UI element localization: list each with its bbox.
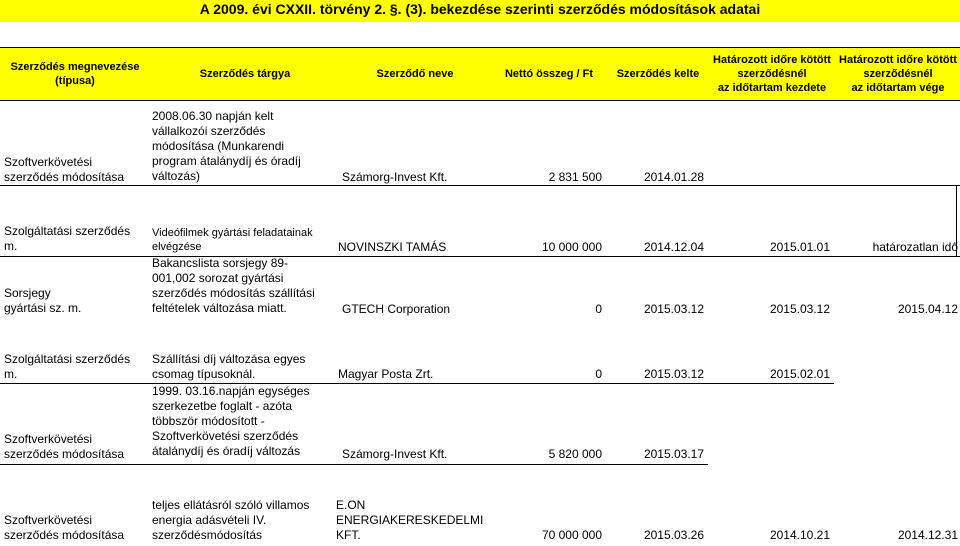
contract-name: Szolgáltatási szerződés m. [4,224,131,253]
contract-name: Szoftverkövetési szerződés módosítása [4,155,125,184]
term-end: határozatlan idő [872,240,958,254]
term-end: 2014.12.31 [897,528,958,542]
contract-name: Szoftverkövetési szerződés módosítása [4,432,125,461]
contract-subject: teljes ellátásról szóló villamos energia adásvételi IV. szerződésmódosítás [152,498,310,542]
term-start: 2015.01.01 [769,240,830,254]
net-amount: 2 831 500 [548,170,602,184]
partner-name: NOVINSZKI TAMÁS [338,240,447,254]
page-title: A 2009. évi CXXII. törvény 2. §. (3). bekezdése szerinti szerződés módosítások adatai [0,0,960,22]
contract-date: 2015.03.12 [643,302,704,316]
partner-name: GTECH Corporation [342,302,451,316]
header-contract-name: Szerződés megnevezése (típusa) [10,61,140,87]
net-amount: 70 000 000 [541,528,602,542]
table-header [0,47,960,101]
contract-subject: 2008.06.30 napján kelt vállalkozói szerződés módosítása (Munkarendi program átalánydíj és óradíj változás) [152,109,301,183]
term-end: 2015.04.12 [897,302,958,316]
row-divider [0,383,834,384]
contract-name: Sorsjegy gyártási sz. m. [4,286,82,315]
term-start: 2014.10.21 [769,528,830,542]
contract-date: 2015.03.17 [643,447,704,461]
partner-name: E.ON ENERGIAKERESKEDELMI KFT. [336,498,484,542]
partner-name: Számorg-Invest Kft. [342,447,448,461]
contract-name: Szoftverkövetési szerződés módosítása [4,513,125,542]
net-amount: 0 [595,302,602,316]
contract-subject: 1999. 03.16.napján egységes szerkezetbe foglalt - azóta többször módosított - Szoftverkövetési szerződés átalánydíj és óradíj változás [152,384,310,458]
header-partner: Szerződő neve [376,68,454,80]
contract-name: Szolgáltatási szerződés m. [4,352,131,381]
header-subject: Szerződés tárgya [199,68,291,80]
term-start: 2015.03.12 [769,302,830,316]
header-end: Határozott időre kötött szerződésnél az időtartam vége [839,54,957,94]
contract-subject: Szállítási díj változása egyes csomag típusoknál. [152,352,306,381]
row-divider [0,185,960,186]
partner-name: Magyar Posta Zrt. [338,367,434,381]
contract-date: 2015.03.26 [643,528,704,542]
term-start: 2015.02.01 [769,367,830,381]
contract-date: 2014.12.04 [643,240,704,254]
net-amount: 5 820 000 [548,447,602,461]
header-date: Szerződés kelte [616,68,700,80]
contract-subject: Bakancslista sorsjegy 89- 001,002 sorozat gyártási szerződés módosítás szállítási feltételek változása miatt. [152,256,315,315]
partner-name: Számorg-Invest Kft. [342,170,448,184]
header-start: Határozott időre kötött szerződésnél az időtartam kezdete [713,54,831,94]
contract-date: 2014.01.28 [643,170,704,184]
net-amount: 10 000 000 [541,240,602,254]
row-divider [0,256,960,257]
contract-subject: Videófilmek gyártási feladatainak elvégzése [152,227,313,253]
net-amount: 0 [595,367,602,381]
header-amount: Nettó összeg / Ft [504,68,593,80]
contract-date: 2015.03.12 [643,367,704,381]
row-divider [0,464,708,465]
